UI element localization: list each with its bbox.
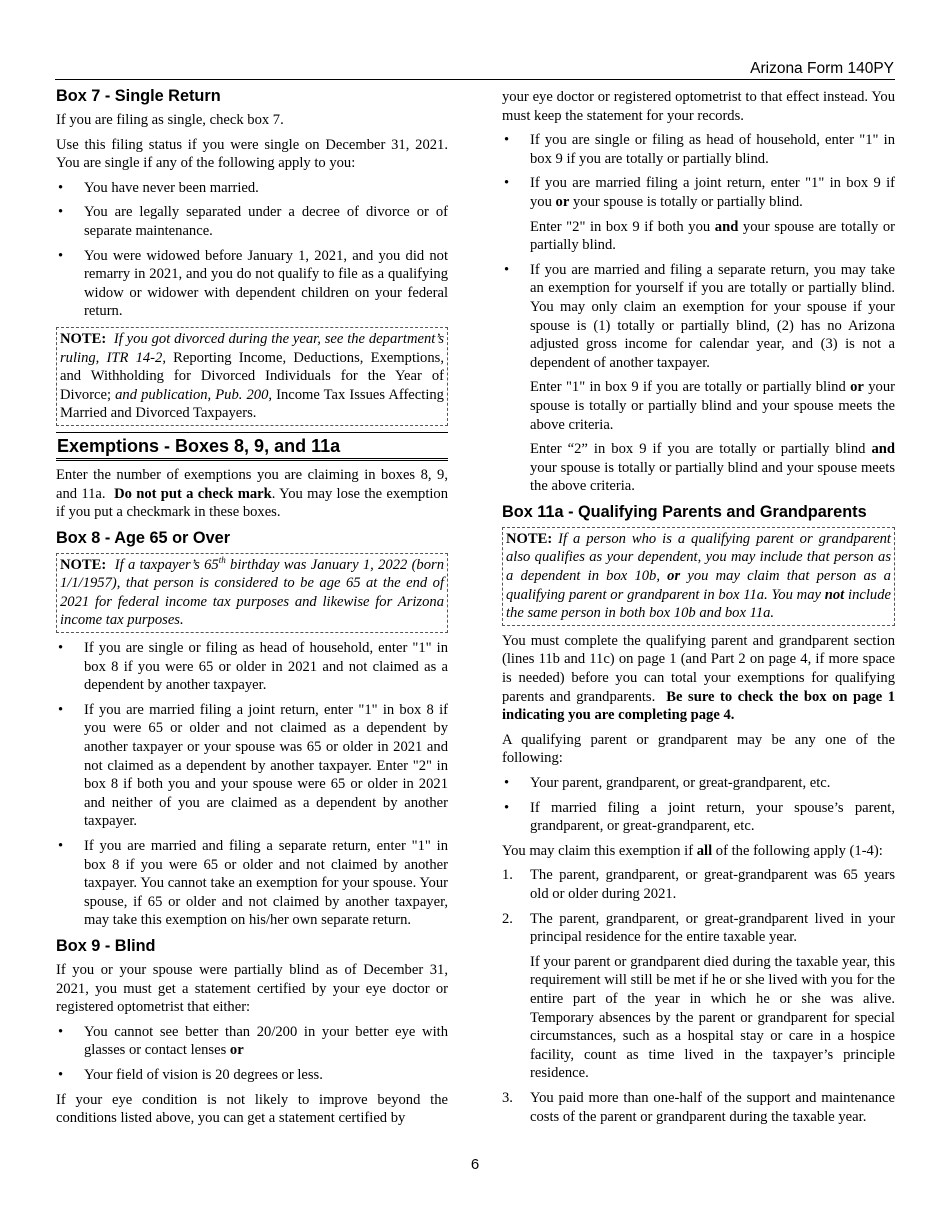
form-title: Arizona Form 140PY [750, 60, 894, 77]
list-item: • If you are married filing a joint return, enter "1" in box 8 if you were 65 or older and not claimed as a dependent by another taxpayer or your spouse was 65 or older in 2021 and not claimed as a dependent by another taxpayer. Enter "2" in box 8 if both you and your spouse were 65 or older in 2021 and neither of you are claimed as a dependent by another taxpayer. [56, 701, 448, 831]
item-number: 3. [502, 1089, 513, 1106]
note-text: If a person who is a qualifying parent or grandparent also qualifies as your dependent, you may include that person as a dependent in box 10b, or you may claim that person as a qualifying parent or grandparent in box 11a. You may not include the same person in both box 10b and box 11a. [506, 530, 891, 622]
box7-bullet-list [56, 179, 448, 321]
box7-paragraph-2: Use this filing status if you were single on December 31, 2021. You are single if any of the following apply to you: [56, 136, 448, 172]
list-item: • You have never been married. [56, 179, 448, 198]
exemptions-heading: Exemptions - Boxes 8, 9, and 11a [56, 432, 448, 461]
box9-instructions-list [502, 131, 895, 496]
box7-paragraph-1: If you are filing as single, check box 7. [56, 112, 284, 128]
text: Enter the number of exemptions you are claiming in boxes 8, 9, and 11a. [56, 466, 448, 502]
box7-section [56, 86, 448, 426]
note-text: Reporting Income, Deductions, Exemptions, and Withholding for Divorced Individuals for the Year of Divorce; [60, 349, 444, 403]
superscript: th [218, 554, 226, 565]
bold-text: Do not put a check mark [114, 485, 272, 502]
page-number: 6 [470, 1156, 480, 1173]
note-text: If a taxpayer’s 65th birthday was January 1, 2022 (born 1/1/1957), that person is considered to be age 65 at the end of 2021 for federal income tax purposes and likewise for Arizona income tax purposes. [60, 554, 445, 629]
note-label: NOTE: [60, 556, 107, 573]
right-column [502, 67, 895, 1132]
list-item: • You were widowed before January 1, 2021, and you did not remarry in 2021, and you do not qualify to file as a qualifying widow or widower with dependent children on your federal return. [56, 247, 448, 321]
list-item: • If you are married and filing a separate return, enter "1" in box 8 if you were 65 or older and not claimed by another taxpayer. You cannot take an exemption for your spouse. Your spouse, if 65 or older and not claimed by another taxpayer, may take this exemption on his/her own separate return. [56, 837, 448, 930]
exemptions-section [56, 432, 448, 522]
note-text: If you got divorced during the year, see the department’s ruling, ITR 14-2, [60, 330, 444, 366]
list-item: • You cannot see better than 20/200 in your better eye with glasses or contact lenses or [56, 1023, 448, 1060]
note-label: NOTE: [506, 530, 553, 547]
box9-paragraph-1: If you or your spouse were partially blind as of December 31, 2021, you must get a statement certified by your eye doctor or registered optometrist that either: [56, 961, 448, 1016]
list-item: • If you are single or filing as head of household, enter "1" in box 9 if you are totally or partially blind. [502, 131, 895, 168]
item-number: 2. [502, 910, 513, 927]
bold-text: and [714, 218, 739, 235]
bold-text: or [555, 193, 570, 210]
box9-heading: Box 9 - Blind [56, 936, 156, 955]
box8-section [56, 528, 448, 930]
left-column [56, 86, 448, 1134]
note-label: NOTE: [60, 330, 107, 347]
bold-text: or [229, 1042, 244, 1059]
list-item: • If you are single or filing as head of household, enter "1" in box 8 if you were 65 or older in 2021 and not claimed as a dependent by another taxpayer. [56, 639, 448, 695]
bold-text: Be sure to check the box on page 1 indicating you are completing page 4. [502, 688, 895, 724]
box9-paragraph-2: If your eye condition is not likely to improve beyond the conditions listed above, you can get a statement certified by [56, 1091, 448, 1127]
box11a-numbered-list [502, 866, 895, 1126]
list-item: 3. You paid more than one-half of the support and maintenance costs of the parent or grandparent during the taxable year. [502, 1089, 895, 1125]
list-item: • You are legally separated under a decree of divorce or of separate maintenance. [56, 203, 448, 240]
exemptions-paragraph [56, 466, 448, 522]
list-item: 2. The parent, grandparent, or great-grandparent lived in your principal residence for the entire taxable year. If your parent or grandparent died during the taxable year, this requirement will still be met if he or she lived with you for the entire part of the year in which he or she was alive. Temporary absences by the parent or grandparent for special circumstances, such as a hospital stay or care in a hospice facility, count as time lived in the taxpayer’s principle residence. [502, 910, 895, 1082]
box7-note [56, 327, 448, 426]
list-item: • Your parent, grandparent, or great-grandparent, etc. [502, 774, 895, 793]
bold-text: and [871, 441, 895, 458]
list-item: • Your field of vision is 20 degrees or less. [56, 1066, 448, 1085]
box11a-bullet-list [502, 774, 895, 836]
bold-text: all [696, 842, 713, 859]
list-item: • If you are married filing a joint return, enter "1" in box 9 if you or your spouse is totally or partially blind. Enter "2" in box 9 if both you and your spouse are totally or partially blind. [502, 174, 895, 254]
box11a-heading: Box 11a - Qualifying Parents and Grandparents [502, 502, 867, 521]
box9-paragraph-2-continued: your eye doctor or registered optometrist to that effect instead. You must keep the statement for your records. [502, 89, 895, 124]
continued-spacer [502, 67, 895, 88]
box8-note [56, 553, 448, 633]
list-item: • If you are married and filing a separate return, you may take an exemption for yourself if you are totally or partially blind. You may only claim an exemption for your spouse if your spouse is (1) totally or partially blind, (2) has no Arizona adjusted gross income for calendar year, and (3) is not a dependent of another taxpayer. Enter "1" in box 9 if you are totally or partially blind or your spouse is totally or partially blind and your spouse meets the above criteria. Enter “2” in box 9 if you are totally or partially blind and your spouse is totally or partially blind and your spouse meets the above criteria. [502, 261, 895, 496]
box11a-paragraph-3: You may claim this exemption if all of the following apply (1-4): [502, 842, 883, 859]
box11a-paragraph-2: A qualifying parent or grandparent may be any one of the following: [502, 731, 895, 767]
list-item: • If married filing a joint return, your spouse’s parent, grandparent, or great-grandparent, etc. [502, 799, 895, 836]
note-text: and publication, Pub. 200, [115, 386, 273, 403]
box8-heading: Box 8 - Age 65 or Over [56, 528, 231, 547]
box11a-section [502, 502, 895, 1126]
box9-section [56, 936, 448, 1128]
box7-heading: Box 7 - Single Return [56, 87, 221, 105]
note-text: Income Tax Issues Affecting Married and Divorced Taxpayers. [60, 386, 444, 422]
list-item: 1. The parent, grandparent, or great-grandparent was 65 years old or older during 2021. [502, 867, 895, 902]
box8-bullet-list [56, 639, 448, 930]
bold-text: or [850, 379, 864, 396]
text: . You may lose the exemption if you put a checkmark in these boxes. [56, 485, 449, 521]
item-number: 1. [502, 867, 513, 884]
box9-criteria-list [56, 1023, 448, 1085]
box11a-paragraph-1: You must complete the qualifying parent and grandparent section (lines 11b and 11c) on page 1 (and Part 2 on page 4, if more space is needed) before you can total your exemptions for qualifying parents and grandparents. Be sure to check the box on page 1 indicating you are completing page 4. [502, 632, 895, 724]
box11a-note [502, 527, 895, 626]
